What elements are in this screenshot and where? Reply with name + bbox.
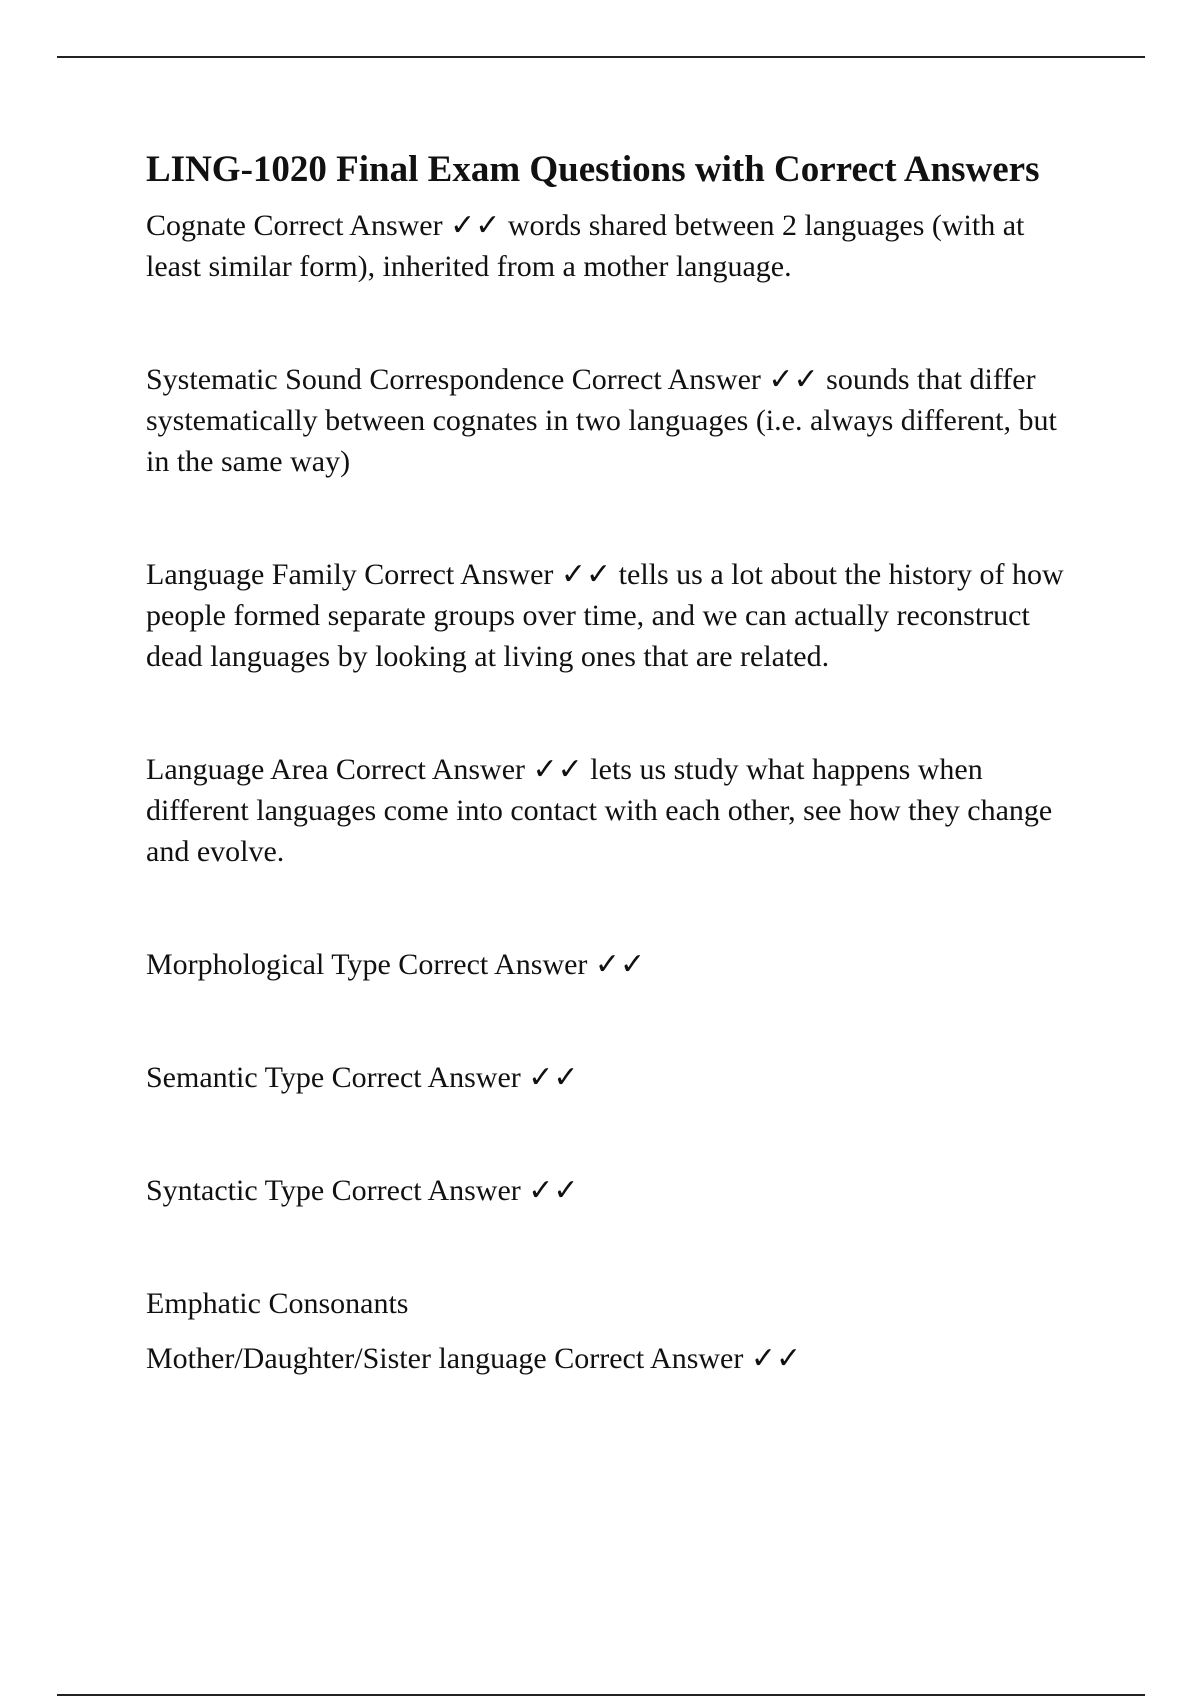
entry-answer: words shared between 2 languages (with at least similar form), inherited from a mother language. xyxy=(146,209,1025,283)
entry-answer: lets us study what happens when different languages come into contact with each other, see how they change and evolve. xyxy=(146,753,1053,868)
entry-term: Language Area Correct Answer xyxy=(146,753,526,786)
entry-answer: tells us a lot about the history of how people formed separate groups over time, and we can actually reconstruct dead languages by looking at living ones that are related. xyxy=(146,558,1064,673)
check-marks: ✓✓ xyxy=(560,558,612,591)
qa-entry-language-area xyxy=(146,749,1086,872)
check-marks: ✓✓ xyxy=(768,363,819,396)
document-body xyxy=(146,145,1086,1379)
check-marks: ✓✓ xyxy=(750,1342,802,1375)
check-marks: ✓✓ xyxy=(450,209,501,242)
entry-term: Emphatic Consonants xyxy=(146,1287,409,1320)
qa-entry-sound-correspondence xyxy=(146,359,1086,482)
entry-term: Language Family Correct Answer xyxy=(146,558,554,591)
qa-entry-cognate xyxy=(146,205,1086,287)
header-rule xyxy=(57,56,1145,58)
entry-term: Systematic Sound Correspondence Correct Answer xyxy=(146,363,761,396)
check-marks: ✓✓ xyxy=(532,753,583,786)
entry-term: Mother/Daughter/Sister language Correct Answer xyxy=(146,1342,744,1375)
qa-entry-morphological-type xyxy=(146,944,1086,985)
document-title: LING-1020 Final Exam Questions with Correct Answers xyxy=(146,149,1040,190)
entry-term: Cognate Correct Answer xyxy=(146,209,443,242)
entry-answer: sounds that differ systematically between cognates in two languages (i.e. always different, but in the same way) xyxy=(146,363,1057,478)
entry-term: Morphological Type Correct Answer xyxy=(146,948,588,981)
qa-entry-emphatic-consonants xyxy=(146,1283,1086,1324)
check-marks: ✓✓ xyxy=(528,1061,579,1094)
check-marks: ✓✓ xyxy=(594,948,646,981)
entry-term: Syntactic Type Correct Answer xyxy=(146,1174,521,1207)
footer-rule xyxy=(57,1694,1145,1696)
check-marks: ✓✓ xyxy=(528,1174,579,1207)
qa-entry-syntactic-type xyxy=(146,1170,1086,1211)
qa-entry-mother-daughter-sister xyxy=(146,1338,1086,1379)
entry-term: Semantic Type Correct Answer xyxy=(146,1061,521,1094)
qa-entry-language-family xyxy=(146,554,1086,677)
qa-entry-semantic-type xyxy=(146,1057,1086,1098)
